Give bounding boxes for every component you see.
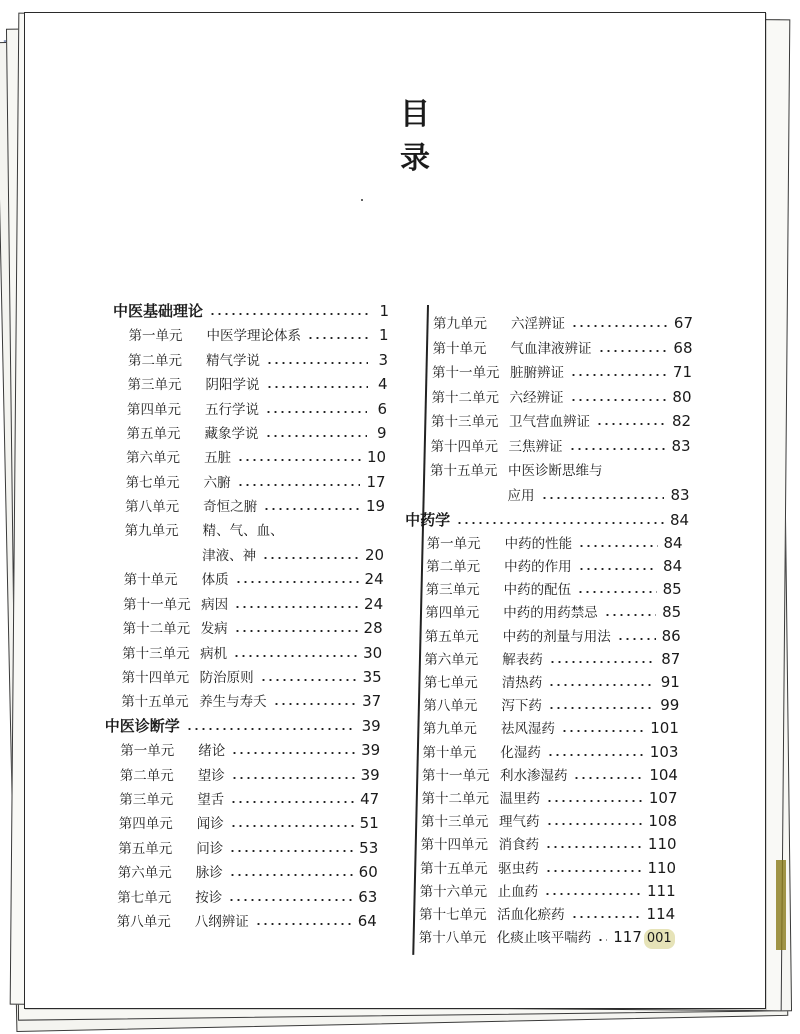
chapter-title: 发病 [200, 621, 228, 638]
toc-entry[interactable] [422, 788, 678, 808]
chapter-title: 按诊 [195, 889, 223, 906]
page-number: 53 [359, 838, 379, 857]
chapter-title: 中药的性能 [504, 535, 573, 552]
page-number: 51 [359, 814, 379, 833]
page-number: 104 [649, 765, 678, 784]
dot-leader [561, 730, 644, 732]
chapter-title: 止血药 [497, 883, 539, 900]
toc-entry[interactable] [427, 533, 683, 553]
page-number: 108 [648, 812, 678, 831]
page-number: 6 [377, 399, 388, 418]
dot-leader [265, 411, 367, 413]
unit-label: 第十三单元 [421, 814, 489, 831]
cover-edge [776, 860, 786, 950]
unit-label: 第十四单元 [121, 670, 190, 686]
unit-label: 第七单元 [125, 474, 180, 491]
toc-entry[interactable] [128, 374, 388, 394]
chapter-title: 八纲辨证 [194, 914, 249, 930]
unit-label: 第八单元 [423, 698, 478, 715]
chapter-title: 中药的配伍 [503, 582, 572, 599]
chapter-title: 中药的剂量与用法 [502, 628, 611, 645]
dot-leader [549, 661, 655, 663]
dot-leader [273, 703, 356, 705]
page-number: 114 [646, 905, 676, 923]
toc-entry[interactable] [431, 411, 691, 431]
dot-leader [237, 484, 361, 486]
unit-label: 第九单元 [124, 522, 179, 539]
page-number: 84 [663, 533, 683, 552]
unit-label: 第五单元 [118, 840, 173, 857]
dot-leader [229, 874, 353, 876]
page-number: 83 [670, 486, 690, 505]
toc-entry[interactable] [127, 423, 387, 443]
page-number: 3 [378, 350, 389, 369]
dot-leader [578, 568, 657, 570]
dot-leader [577, 591, 656, 593]
dot-leader [231, 752, 355, 754]
toc-entry[interactable] [420, 858, 676, 878]
dot-leader [262, 557, 359, 559]
page-number: 110 [647, 858, 677, 877]
toc-entry[interactable] [433, 338, 693, 358]
page-number: 107 [648, 789, 678, 807]
toc-entry[interactable] [421, 834, 677, 854]
dot-leader [266, 362, 368, 364]
toc-entry[interactable] [422, 742, 678, 762]
dot-leader [263, 508, 360, 510]
section-title: 中医诊断学 [104, 716, 180, 735]
page-number: 103 [649, 742, 679, 761]
page-number: 39 [361, 716, 381, 735]
page-number: 91 [660, 673, 680, 691]
unit-label: 第十八单元 [418, 930, 487, 947]
chapter-title: 闻诊 [196, 816, 224, 833]
toc-entry[interactable] [424, 672, 680, 692]
page-number: 83 [671, 437, 691, 455]
unit-label: 第六单元 [117, 865, 172, 882]
unit-label: 第九单元 [433, 316, 487, 332]
toc-entry[interactable] [129, 325, 389, 345]
unit-label: 第一单元 [426, 535, 481, 552]
ink-dot [361, 199, 363, 201]
page-number: 10 [366, 448, 387, 467]
dot-leader [548, 684, 654, 686]
page-number: 19 [366, 497, 386, 516]
unit-label: 第一单元 [120, 743, 175, 760]
dot-leader [546, 800, 643, 802]
chapter-title: 六腑 [203, 474, 231, 491]
unit-label: 第十一单元 [421, 767, 490, 784]
chapter-title: 温里药 [499, 791, 540, 807]
toc-entry[interactable] [432, 362, 692, 382]
dot-leader [307, 337, 369, 339]
page-number: 9 [377, 424, 387, 442]
page-number: 111 [647, 881, 676, 900]
dot-leader [544, 893, 641, 895]
toc-entry[interactable] [119, 813, 379, 833]
unit-label: 第十一单元 [432, 365, 500, 382]
unit-label: 第四单元 [127, 401, 182, 418]
unit-label: 第十六单元 [419, 883, 488, 900]
dot-leader [596, 423, 666, 425]
chapter-title: 脉诊 [195, 865, 223, 882]
unit-label: 第八单元 [116, 914, 171, 930]
unit-label: 第十五单元 [420, 860, 488, 877]
unit-label: 第十二单元 [421, 791, 489, 807]
dot-leader [186, 728, 356, 730]
section-title: 中医基础理论 [113, 302, 204, 320]
dot-leader [260, 679, 357, 681]
section-title: 中药学 [405, 510, 451, 529]
page-footer-number: 001 [644, 929, 675, 949]
unit-label: 第九单元 [422, 721, 477, 738]
toc-entry[interactable] [122, 667, 382, 687]
dot-leader [209, 313, 369, 315]
unit-label: 第十单元 [422, 744, 477, 761]
page-number: 99 [660, 696, 680, 715]
toc-section-heading[interactable] [105, 716, 381, 736]
dot-leader [456, 522, 664, 524]
toc-entry[interactable] [419, 904, 675, 924]
chapter-title: 活血化瘀药 [497, 907, 565, 923]
chapter-title: 病机 [200, 645, 228, 662]
toc-entry[interactable] [126, 447, 386, 467]
dot-leader [546, 823, 643, 825]
unit-label: 第十三单元 [122, 645, 190, 662]
unit-label: 第六单元 [126, 450, 181, 467]
dot-leader [598, 350, 668, 352]
toc-entry[interactable] [118, 838, 378, 858]
toc-entry[interactable] [118, 862, 378, 882]
dot-leader [547, 754, 644, 756]
page-number: 110 [647, 835, 677, 854]
toc-entry[interactable] [430, 485, 690, 505]
dot-leader [231, 777, 355, 779]
toc-entry[interactable] [126, 472, 386, 492]
unit-label: 第二单元 [119, 767, 174, 784]
toc-entry[interactable] [127, 399, 387, 419]
dot-leader [266, 386, 368, 388]
dot-leader [571, 916, 641, 918]
unit-label: 第八单元 [125, 499, 180, 516]
chapter-title: 中药的作用 [504, 559, 572, 575]
unit-label: 第十四单元 [430, 439, 499, 455]
page-number: 20 [365, 546, 385, 564]
toc-entry[interactable] [117, 887, 377, 907]
page-number: 1 [378, 326, 389, 345]
chapter-title: 望舌 [197, 792, 225, 808]
page-number: 67 [673, 314, 693, 332]
page-number: 64 [357, 912, 377, 930]
dot-leader [230, 801, 354, 803]
page-number: 87 [661, 649, 681, 668]
unit-label: 第三单元 [119, 792, 174, 808]
chapter-title: 绪论 [198, 743, 226, 760]
dot-leader [548, 707, 654, 709]
unit-label: 第五单元 [424, 628, 479, 645]
unit-label: 第十五单元 [430, 462, 498, 479]
toc-entry[interactable] [433, 313, 693, 333]
dot-leader [570, 399, 667, 401]
chapter-title: 驱虫药 [498, 860, 539, 877]
chapter-title: 问诊 [196, 840, 224, 857]
chapter-title: 体质 [201, 572, 229, 589]
page-title: 目 录 [400, 97, 500, 176]
chapter-title: 五行学说 [205, 401, 260, 418]
toc-entry[interactable] [119, 789, 379, 809]
chapter-title: 消食药 [498, 837, 540, 854]
chapter-title: 奇恒之腑 [203, 499, 258, 516]
page-number: 85 [662, 603, 682, 622]
chapter-title: 泻下药 [501, 698, 542, 715]
page-number: 4 [377, 375, 388, 394]
unit-label: 第三单元 [425, 582, 480, 599]
unit-label: 第一单元 [128, 328, 183, 345]
chapter-title: 中医学理论体系 [206, 328, 301, 345]
chapter-title: 六淫辨证 [511, 316, 565, 332]
page-number: 60 [358, 863, 378, 882]
toc-entry[interactable] [425, 626, 681, 646]
dot-leader [235, 581, 359, 583]
unit-label: 第十一单元 [123, 596, 191, 613]
chapter-title: 卫气营血辨证 [509, 414, 591, 431]
unit-label: 第三单元 [127, 377, 182, 394]
chapter-title: 解表药 [502, 651, 543, 668]
dot-leader [571, 325, 668, 327]
chapter-title: 理气药 [499, 814, 540, 831]
dot-leader [234, 606, 358, 608]
chapter-title: 化湿药 [500, 744, 541, 761]
page-number: 37 [362, 692, 382, 711]
unit-label: 第六单元 [424, 651, 479, 668]
dot-leader [617, 638, 656, 640]
chapter-title: 化痰止咳平喘药 [496, 930, 592, 947]
toc-entry[interactable] [419, 927, 675, 947]
dot-leader [255, 923, 352, 925]
dot-leader [545, 870, 642, 872]
dot-leader [265, 435, 367, 437]
unit-label: 第十四单元 [420, 837, 489, 854]
toc-entry[interactable] [124, 545, 384, 565]
page-number: 80 [672, 387, 692, 406]
dot-leader [237, 459, 361, 461]
toc-entry[interactable] [125, 496, 385, 516]
chapter-title: 应用 [507, 488, 535, 505]
unit-label: 第四单元 [425, 605, 480, 622]
unit-label: 第十七单元 [419, 907, 487, 923]
chapter-title: 气血津液辨证 [510, 340, 592, 357]
page-number: 1 [379, 302, 389, 320]
chapter-title: 利水渗湿药 [499, 767, 568, 784]
page-number: 101 [650, 719, 679, 738]
dot-leader [229, 850, 353, 852]
chapter-title: 精、气、血、 [202, 522, 284, 539]
unit-label: 第十三单元 [431, 414, 499, 431]
page-number: 17 [366, 472, 386, 491]
dot-leader [604, 614, 656, 616]
toc-section-heading[interactable] [405, 510, 689, 530]
toc-entry[interactable] [426, 556, 682, 576]
chapter-title: 祛风湿药 [500, 721, 555, 738]
dot-leader [234, 630, 358, 632]
page-number: 24 [364, 570, 384, 589]
dot-leader [570, 374, 667, 376]
dot-leader [578, 545, 657, 547]
toc-entry[interactable] [121, 691, 381, 711]
toc-entry[interactable] [424, 649, 680, 669]
unit-label: 第十二单元 [122, 621, 191, 638]
toc-section-heading[interactable] [113, 301, 389, 321]
page-number: 28 [363, 619, 383, 638]
chapter-title: 望诊 [197, 767, 225, 784]
unit-label: 第十单元 [432, 340, 487, 357]
chapter-title: 五脏 [204, 450, 232, 467]
toc-entry[interactable] [432, 387, 692, 407]
chapter-title: 藏象学说 [204, 426, 259, 442]
chapter-title: 中药的用药禁忌 [503, 605, 598, 622]
page-number: 47 [360, 790, 380, 808]
toc-entry[interactable] [426, 579, 682, 599]
page-number: 84 [663, 557, 683, 575]
dot-leader [545, 846, 642, 848]
chapter-title: 精气学说 [206, 352, 261, 369]
page-number: 35 [362, 668, 382, 686]
page-number: 39 [360, 765, 380, 784]
toc-entry[interactable] [117, 911, 377, 931]
page-number: 117 [613, 928, 642, 947]
chapter-title: 病因 [201, 596, 229, 613]
toc-entry[interactable] [120, 740, 380, 760]
dot-leader [597, 939, 607, 941]
toc-entry[interactable] [128, 350, 388, 370]
dot-leader [233, 655, 357, 657]
toc-entry[interactable] [123, 594, 383, 614]
toc-entry[interactable] [423, 695, 679, 715]
toc-entry[interactable] [425, 602, 681, 622]
chapter-title: 三焦辨证 [508, 439, 563, 455]
chapter-title: 阴阳学说 [205, 377, 260, 394]
chapter-title: 脏腑辨证 [510, 365, 565, 382]
unit-label: 第二单元 [128, 352, 183, 369]
chapter-title: 防治原则 [199, 670, 254, 686]
page-number: 63 [358, 887, 378, 906]
unit-label: 第二单元 [426, 559, 481, 575]
page-number: 85 [662, 580, 682, 599]
page-number: 86 [661, 626, 681, 645]
unit-label: 第七单元 [423, 675, 478, 691]
unit-label: 第十五单元 [121, 694, 189, 711]
toc-entry[interactable] [123, 618, 383, 638]
page-number: 30 [363, 643, 383, 662]
chapter-title: 六经辨证 [509, 389, 564, 406]
page-number: 82 [671, 412, 692, 431]
toc-entry[interactable] [420, 881, 676, 901]
dot-leader [228, 899, 352, 901]
page-number: 39 [361, 741, 381, 760]
toc-entry[interactable] [122, 643, 382, 663]
unit-label: 第十单元 [123, 572, 178, 589]
dot-leader [573, 777, 643, 779]
page-number: 71 [672, 363, 693, 382]
unit-label: 第七单元 [117, 889, 172, 906]
dot-leader [230, 825, 354, 827]
chapter-title: 中医诊断思维与 [508, 462, 603, 479]
toc-entry[interactable] [431, 436, 691, 456]
toc-entry[interactable] [120, 765, 380, 785]
page-number: 24 [364, 594, 384, 613]
unit-label: 第五单元 [126, 426, 181, 442]
chapter-title: 津液、神 [202, 548, 257, 564]
dot-leader [569, 448, 666, 450]
chapter-title: 养生与寿夭 [199, 694, 267, 711]
toc-entry[interactable] [124, 569, 384, 589]
dot-leader [541, 497, 665, 499]
unit-label: 第四单元 [118, 816, 173, 833]
toc-entry[interactable] [125, 521, 385, 541]
toc-entry[interactable] [430, 461, 690, 481]
chapter-title: 清热药 [501, 675, 543, 691]
toc-entry[interactable] [422, 765, 678, 785]
unit-label: 第十二单元 [431, 389, 500, 406]
toc-page [24, 12, 766, 1009]
page-number: 68 [673, 338, 693, 357]
toc-entry[interactable] [423, 718, 679, 738]
toc-entry[interactable] [421, 811, 677, 831]
page-number: 84 [669, 510, 690, 529]
